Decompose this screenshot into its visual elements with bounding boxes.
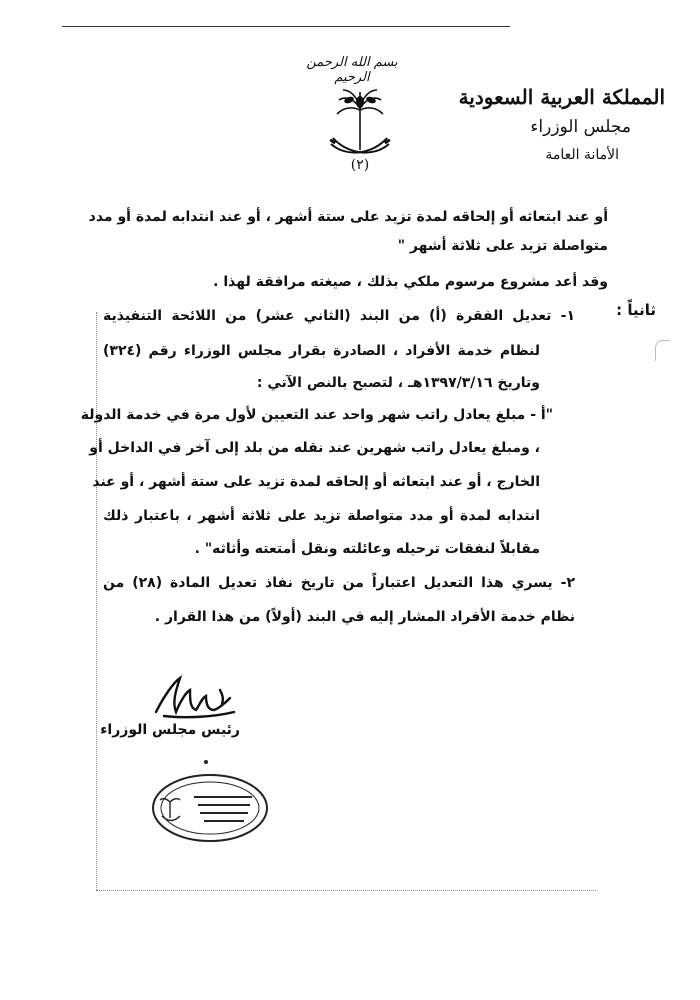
item2-line-2: نظام خدمة الأفراد المشار إليه في البند (أولاً) من هذا القرار . xyxy=(154,609,575,625)
letterhead-council: مجلس الوزراء xyxy=(530,117,631,137)
letterhead-kingdom: المملكة العربية السعودية xyxy=(458,85,665,109)
page-number: (٢) xyxy=(350,157,370,173)
page-frame-left xyxy=(96,312,97,890)
quote-line-5: مقابلاً لنفقات ترحيله وعائلته ونقل أمتعته وأثاثه" . xyxy=(194,541,540,557)
intro-line-2: متواصلة تزيد على ثلاثة أشهر " xyxy=(397,238,608,254)
quote-line-1: "أ - مبلغ يعادل راتب شهر واحد عند التعيين لأول مرة في خدمة الدولة xyxy=(80,407,553,423)
letterhead-secretariat: الأمانة العامة xyxy=(545,147,619,163)
item2-line-1: ٢- يسري هذا التعديل اعتباراً من تاريخ نفاذ تعديل المادة (٢٨) من xyxy=(103,575,575,591)
quote-line-4: انتدابه لمدة أو مدد متواصلة تزيد على ثلاثة أشهر ، باعتبار ذلك xyxy=(103,508,540,524)
quote-line-2: ، ومبلغ يعادل راتب شهرين عند نقله من بلد إلى آخر في الداخل أو xyxy=(89,440,540,456)
item1-line-3: وتاريخ ١٣٩٧/٣/١٦هـ ، لتصبح بالنص الآتي : xyxy=(256,375,540,391)
letterhead xyxy=(440,82,665,168)
signature-mark xyxy=(150,672,240,722)
item1-line-2: لنظام خدمة الأفراد ، الصادرة بقرار مجلس الوزراء رقم (٣٢٤) xyxy=(103,343,540,359)
basmala: بسم الله الرحمن الرحيم xyxy=(306,55,398,85)
page-frame-bottom xyxy=(96,890,596,891)
section-label-second: ثانياً : xyxy=(616,301,656,319)
intro-line-3: وقد أعد مشروع مرسوم ملكي بذلك ، صيغته مرافقة لهذا . xyxy=(213,274,608,290)
signature-title: رئيس مجلس الوزراء xyxy=(100,722,240,738)
intro-line-1: أو عند ابتعاثه أو إلحاقه لمدة تزيد على ستة أشهر ، أو عند انتدابه لمدة أو مدد xyxy=(88,209,608,225)
official-stamp xyxy=(150,772,270,844)
ink-dot xyxy=(204,760,208,764)
quote-line-3: الخارج ، أو عند ابتعاثه أو إلحاقه لمدة تزيد على ستة أشهر ، أو عند xyxy=(92,474,540,490)
page-frame-corner xyxy=(655,340,670,361)
item1-line-1: ١- تعديل الفقرة (أ) من البند (الثاني عشر) من اللائحة التنفيذية xyxy=(103,308,575,324)
top-rule xyxy=(62,26,510,27)
